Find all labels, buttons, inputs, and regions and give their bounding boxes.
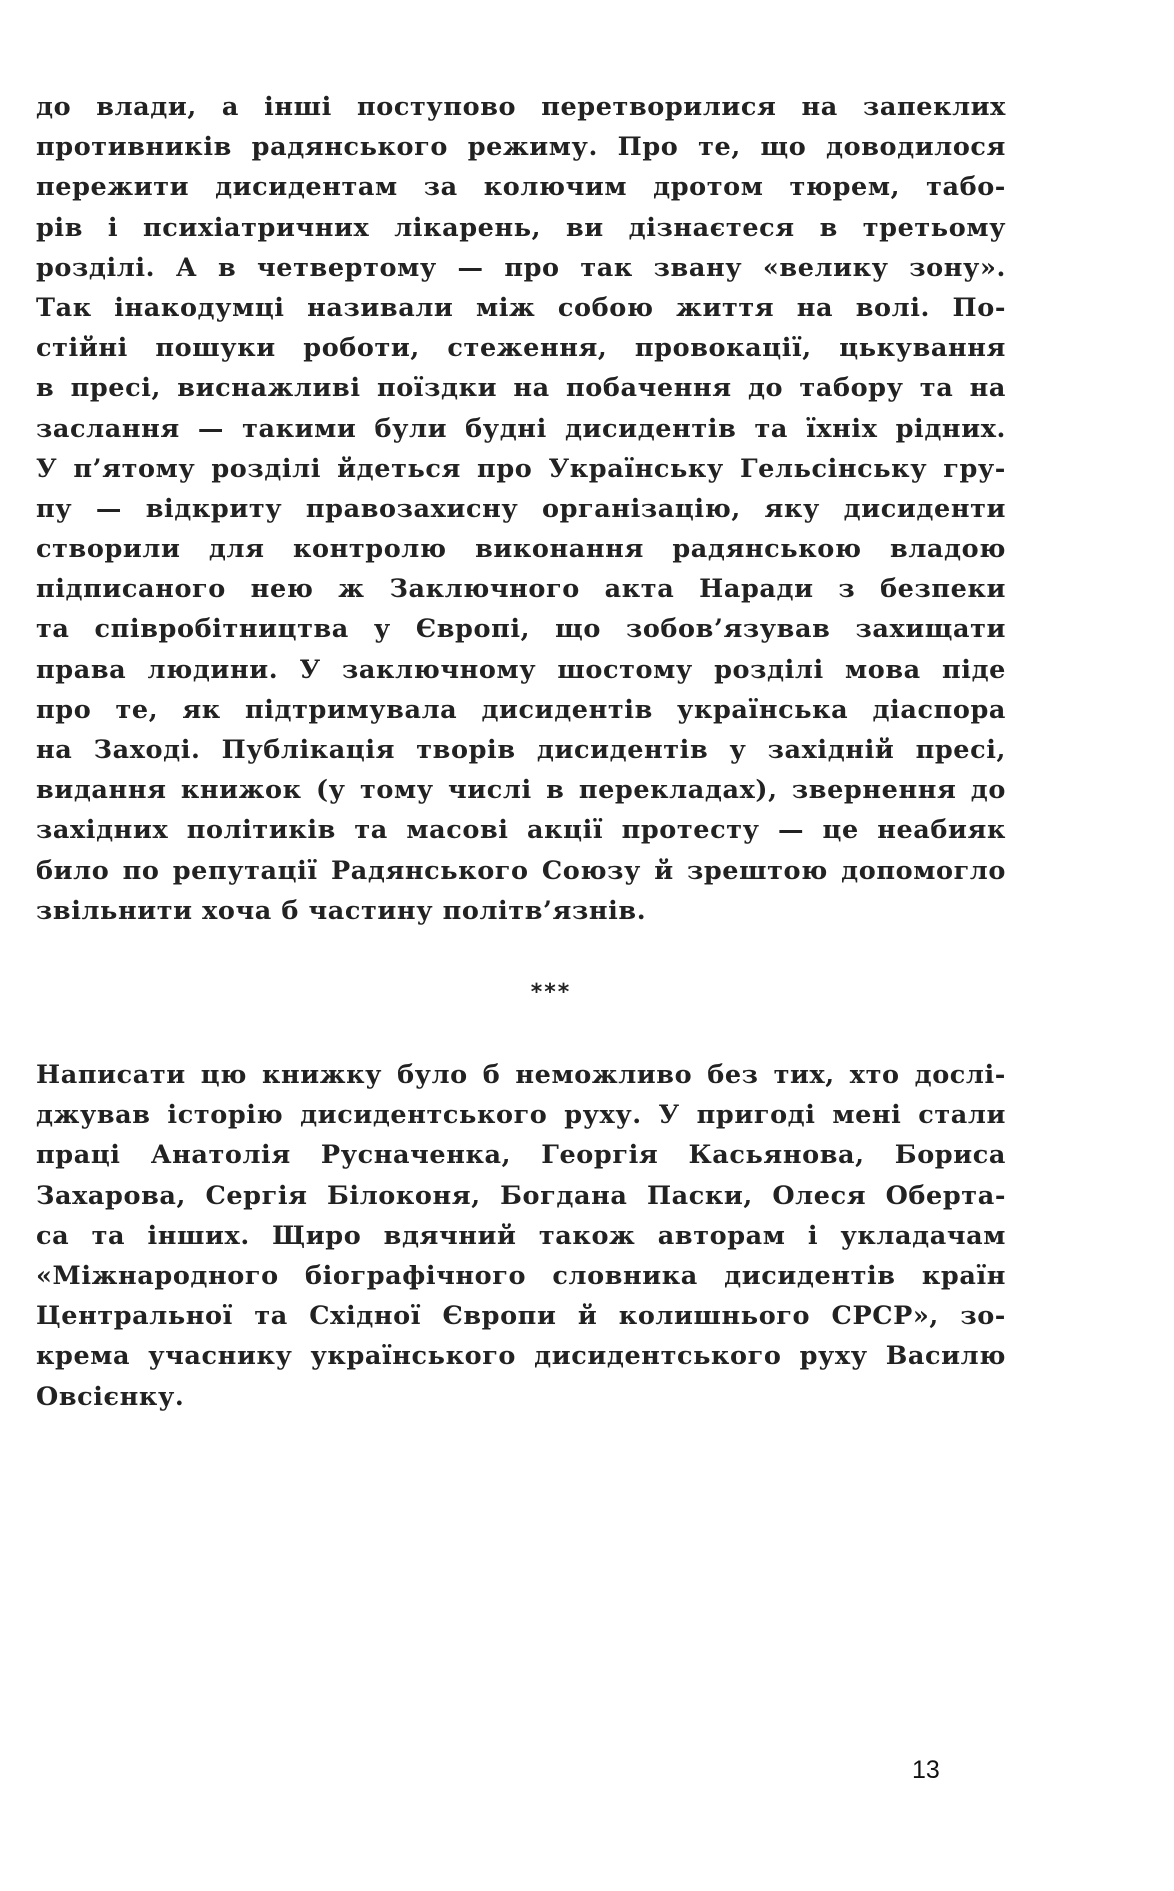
- text-line: та співробітництва у Європі, що зобов’язував захищати: [36, 614, 1006, 645]
- text-line: створили для контролю виконання радянською владою: [36, 534, 1006, 565]
- text-line: Захарова, Сергія Білоконя, Богдана Паски, Олеся Оберта-: [36, 1180, 1006, 1211]
- text-line: Центральної та Східної Європи й колишнього СРСР», зо-: [36, 1301, 1006, 1332]
- text-line: крема учаснику українського дисидентського руху Василю: [36, 1341, 1006, 1372]
- text-line: на Заході. Публікація творів дисидентів у західній пресі,: [36, 735, 1006, 765]
- text-line: «Міжнародного біографічного словника дисидентів країн: [36, 1260, 1006, 1291]
- text-line: в пресі, виснажливі поїздки на побачення до табору та на: [36, 373, 1006, 404]
- text-line: Овсієнку.: [36, 1381, 185, 1412]
- text-line: праці Анатолія Русначенка, Георгія Касьянова, Бориса: [36, 1140, 1006, 1171]
- text-line: звільнити хоча б частину політв’язнів.: [36, 895, 647, 926]
- paragraph-chapter-overview: [36, 87, 1006, 931]
- text-line: видання книжок (у тому числі в перекладах), звернення до: [36, 775, 1006, 806]
- text-line: Так інакодумці називали між собою життя на волі. По-: [36, 292, 1006, 323]
- text-line: У п’ятому розділі йдеться про Українську Гельсінську гру-: [36, 453, 1006, 484]
- text-line: заслання — такими були будні дисидентів та їхніх рідних.: [36, 413, 1006, 444]
- text-line: пу — відкриту правозахисну організацію, яку дисиденти: [36, 493, 1006, 524]
- text-line: са та інших. Щиро вдячний також авторам і укладачам: [36, 1220, 1006, 1251]
- page-number: 13: [912, 1756, 940, 1784]
- text-line: пережити дисидентам за колючим дротом тюрем, табо-: [36, 172, 1006, 203]
- text-line: підписаного нею ж Заключного акта Наради з безпеки: [36, 574, 1006, 605]
- text-line: било по репутації Радянського Союзу й зрештою допомогло: [36, 855, 1006, 886]
- text-line: джував історію дисидентського руху. У пригоді мені стали: [36, 1100, 1006, 1131]
- section-separator: ***: [530, 980, 572, 1005]
- text-line: розділі. А в четвертому — про так звану «велику зону».: [36, 252, 1006, 283]
- text-line: стійні пошуки роботи, стеження, провокації, цькування: [36, 333, 1006, 364]
- text-line: до влади, а інші поступово перетворилися на запеклих: [36, 92, 1006, 122]
- text-line: права людини. У заключному шостому розділі мова піде: [36, 654, 1006, 685]
- text-line: противників радянського режиму. Про те, що доводилося: [36, 132, 1006, 163]
- text-line: про те, як підтримувала дисидентів українська діаспора: [36, 694, 1006, 725]
- paragraph-acknowledgements: [36, 1055, 1006, 1417]
- text-line: західних політиків та масові акції протесту — це неабияк: [36, 815, 1006, 846]
- text-line: Написати цю книжку було б неможливо без тих, хто дослі-: [36, 1060, 1006, 1090]
- text-line: рів і психіатричних лікарень, ви дізнаєтеся в третьому: [36, 212, 1006, 243]
